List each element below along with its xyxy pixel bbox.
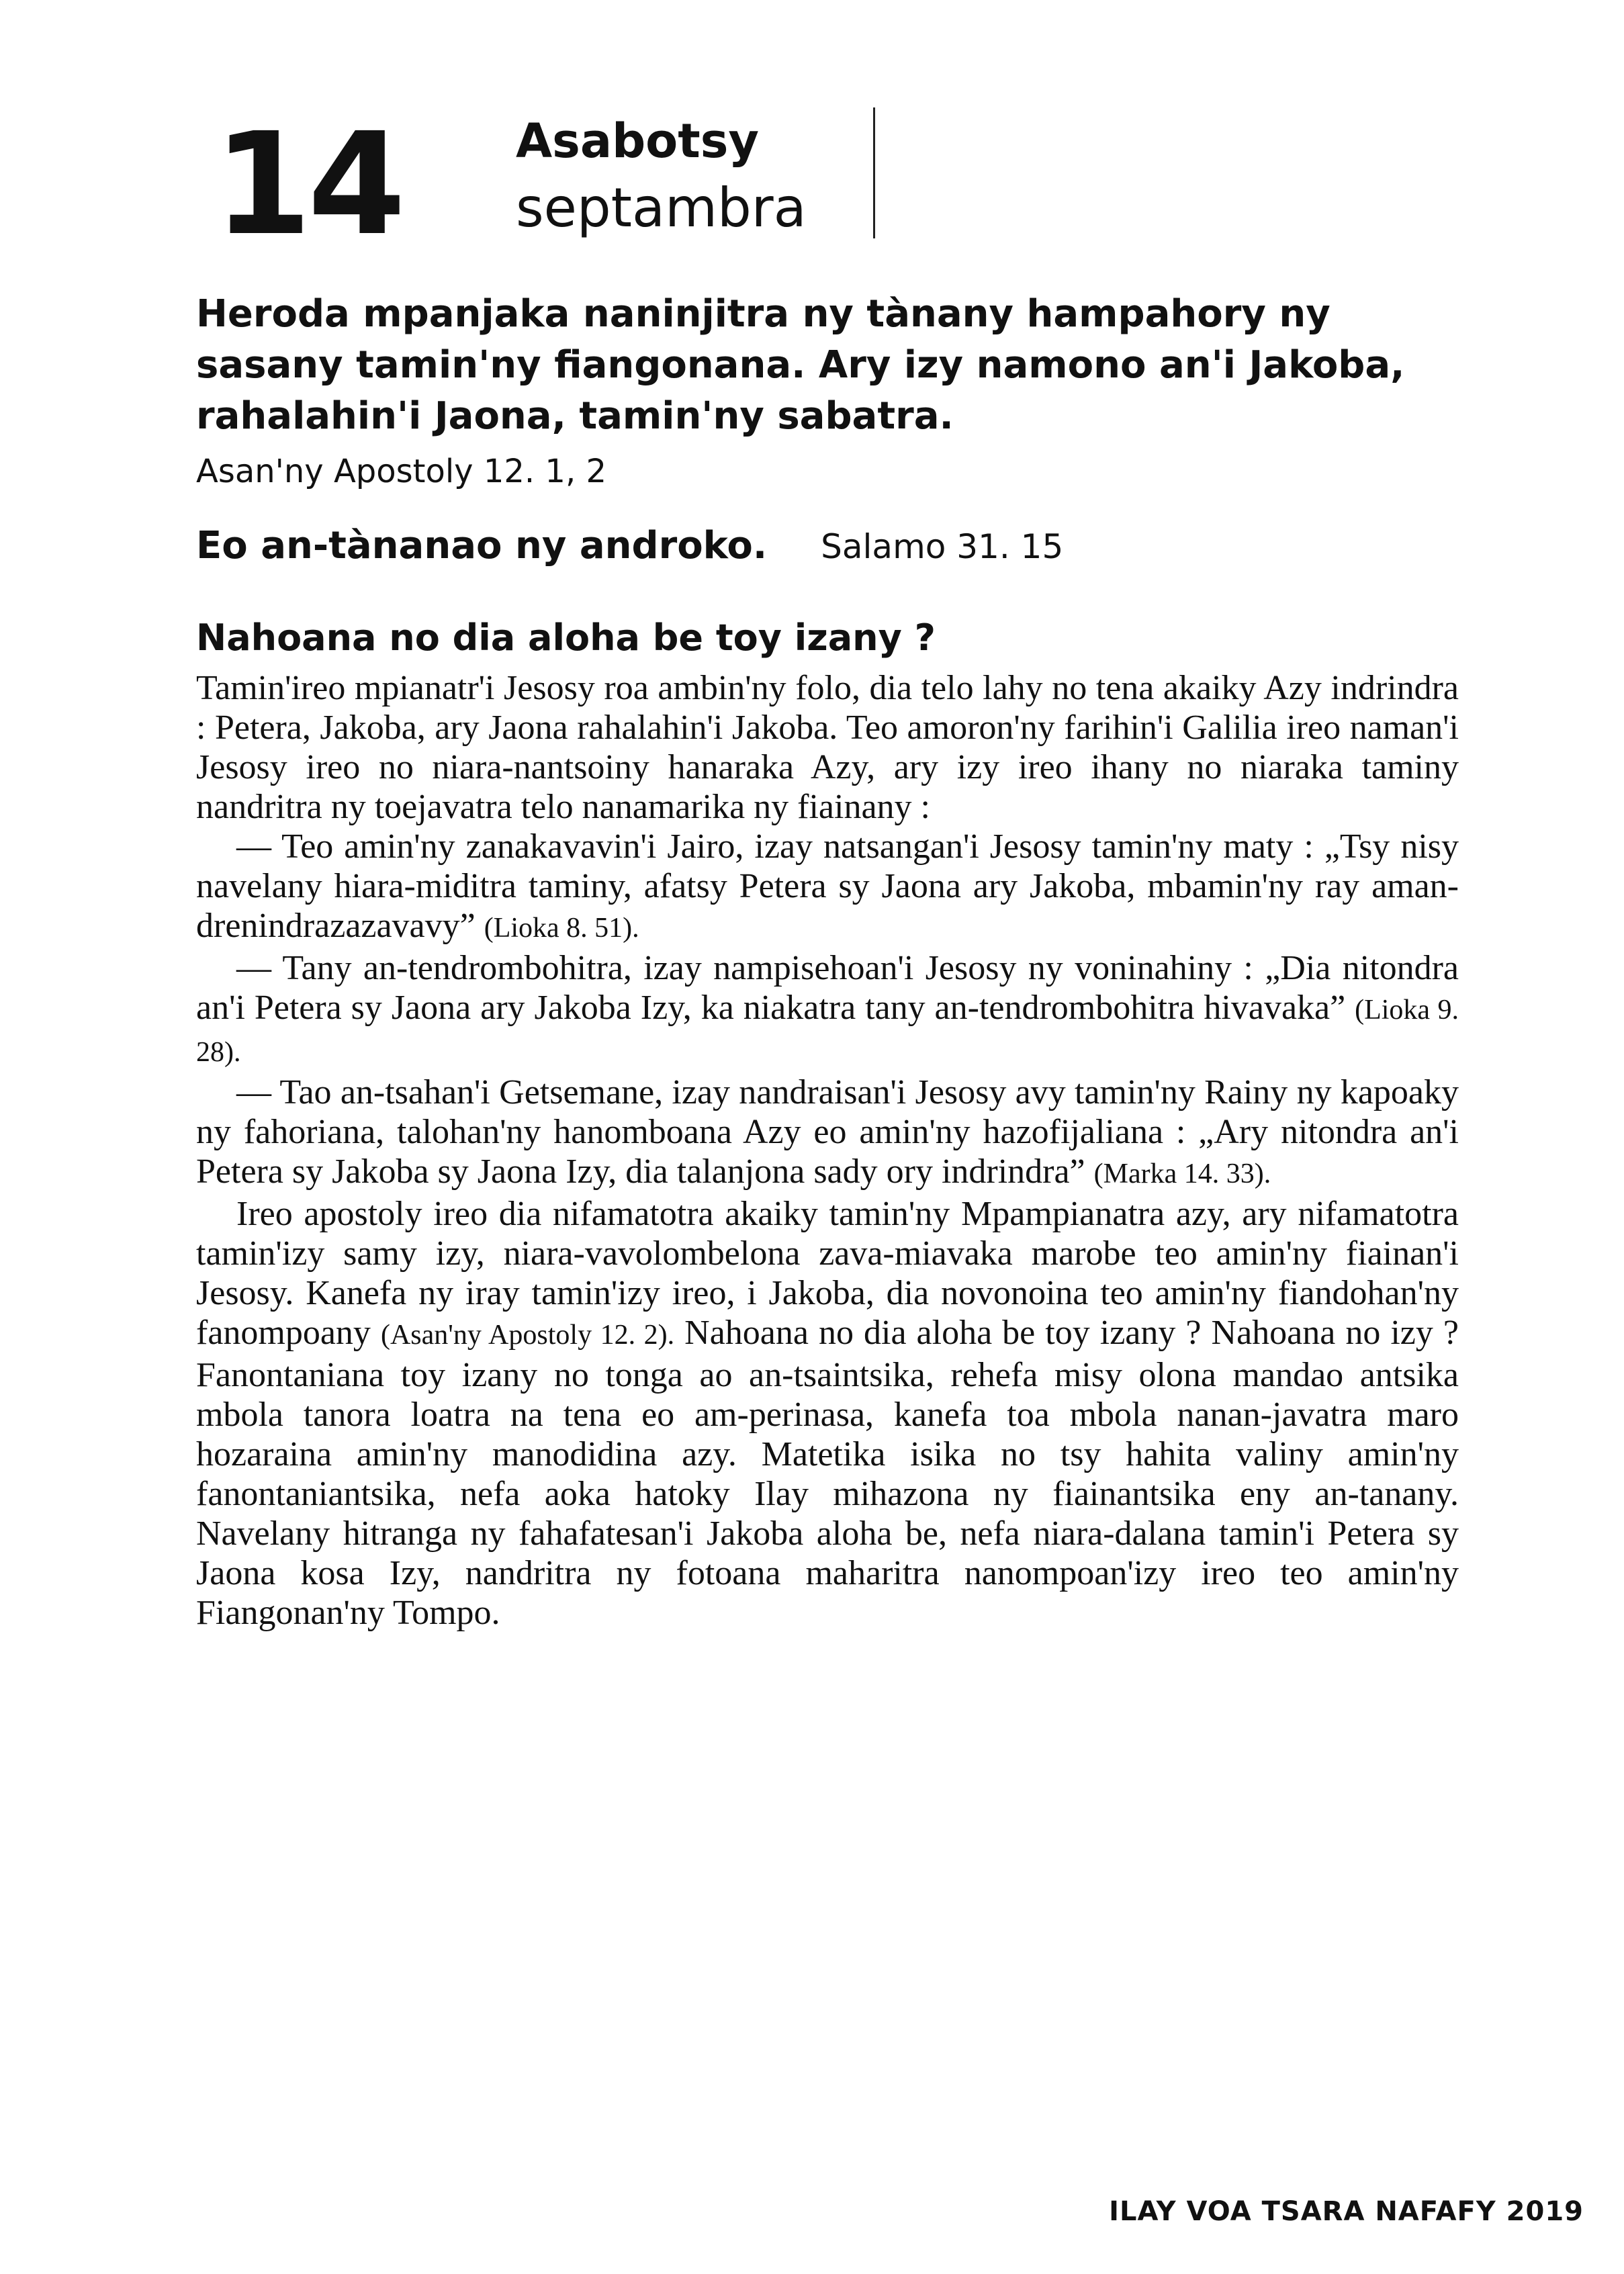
body-text	[196, 668, 1459, 1633]
paragraph-text: — Tany an-tendrombohitra, izay nampisehoan'i Jesosy ny voninahiny : „Dia nitondra an'i Petera sy Jaona ary Jakoba Izy, ka niakatra tany an-tendrombohitra hivavaka”	[196, 949, 1459, 1027]
paragraph-text: — Tao an-tsahan'i Getsemane, izay nandraisan'i Jesosy avy tamin'ny Rainy ny kapoaky ny fahoriana, talohan'ny hanomboana Azy eo amin'ny hazofijaliana : „Ary nitondra an'i Petera sy Jakoba sy Jaona Izy, dia talanjona sady ory indrindra”	[196, 1073, 1459, 1191]
date-block	[214, 101, 885, 267]
second-verse-reference: Salamo 31. 15	[821, 527, 1064, 566]
paragraph-text: Tamin'ireo mpianatr'i Jesosy roa ambin'ny folo, dia telo lahy no tena akaiky Azy indrindra : Petera, Jakoba, ary Jaona rahalahin'i Jakoba. Teo amoron'ny farihin'i Galilia ireo naman'i Jesosy ireo no niara-nantsoiny hanaraka Azy, ary izy ireo ihany no niaraka taminy nandritra ny toejavatra telo nanamarika ny fiainany :	[196, 669, 1459, 826]
second-verse	[196, 524, 1063, 567]
section-heading: Nahoana no dia aloha be toy izany ?	[196, 617, 936, 659]
bible-reference: (Lioka 8. 51).	[484, 913, 639, 944]
month: septambra	[516, 177, 807, 239]
paragraph	[196, 668, 1459, 827]
paragraph-text: Nahoana no dia aloha be toy izany ? Nahoana no izy ? Fanontaniana toy izany no tonga ao an-tsaintsika, rehefa misy olona mandao antsika mbola tanora loatra na tena eo am-perinasa, kanefa toa mbola nanan-javatra maro hozaraina amin'ny manodidina azy. Matetika isika no tsy hahita valiny amin'ny fanontaniantsika, nefa aoka hatoky Ilay mihazona ny fiainantsika eny an-tanany. Navelany hitranga ny fahafatesan'i Jakoba aloha be, nefa niara-dalana tamin'i Petera sy Jaona kosa Izy, nandritra ny fotoana maharitra nanompoan'izy ireo teo amin'ny Fiangonan'ny Tompo.	[196, 1314, 1459, 1632]
header-divider	[873, 107, 875, 238]
weekday: Asabotsy	[516, 113, 760, 169]
bible-reference: (Lioka 9. 28).	[196, 995, 1459, 1068]
verse-reference: Asan'ny Apostoly 12. 1, 2	[196, 453, 607, 490]
day-number: 14	[214, 102, 402, 267]
paragraph	[196, 827, 1459, 948]
second-verse-text: Eo an-tànanao ny androko.	[196, 524, 768, 567]
paragraph	[196, 948, 1459, 1073]
footer-title: ILAY VOA TSARA NAFAFY 2019	[1109, 2196, 1584, 2227]
paragraph	[196, 1073, 1459, 1194]
bible-reference: (Marka 14. 33).	[1093, 1158, 1271, 1189]
bible-reference: (Asan'ny Apostoly 12. 2).	[380, 1320, 675, 1351]
paragraph-text: Ireo apostoly ireo dia nifamatotra akaiky tamin'ny Mpampianatra azy, ary nifamatotra tamin'izy samy izy, niara-vavolombelona zava-miavaka marobe teo amin'ny fiainan'i Jesosy. Kanefa ny iray tamin'izy ireo, i Jakoba, dia novonoina teo amin'ny fiandohan'ny fanompoany	[196, 1195, 1459, 1352]
paragraph	[196, 1194, 1459, 1633]
verse-text: Heroda mpanjaka naninjitra ny tànany hampahory ny sasany tamin'ny fiangonana. Ary izy namono an'i Jakoba, rahalahin'i Jaona, tamin'ny sabatra.	[196, 292, 1405, 438]
paragraph-text: — Teo amin'ny zanakavavin'i Jairo, izay natsangan'i Jesosy tamin'ny maty : „Tsy nisy navelany hiara-miditra taminy, afatsy Petera sy Jaona ary Jakoba, mbamin'ny ray aman-drenindrazazavavy”	[196, 827, 1459, 945]
